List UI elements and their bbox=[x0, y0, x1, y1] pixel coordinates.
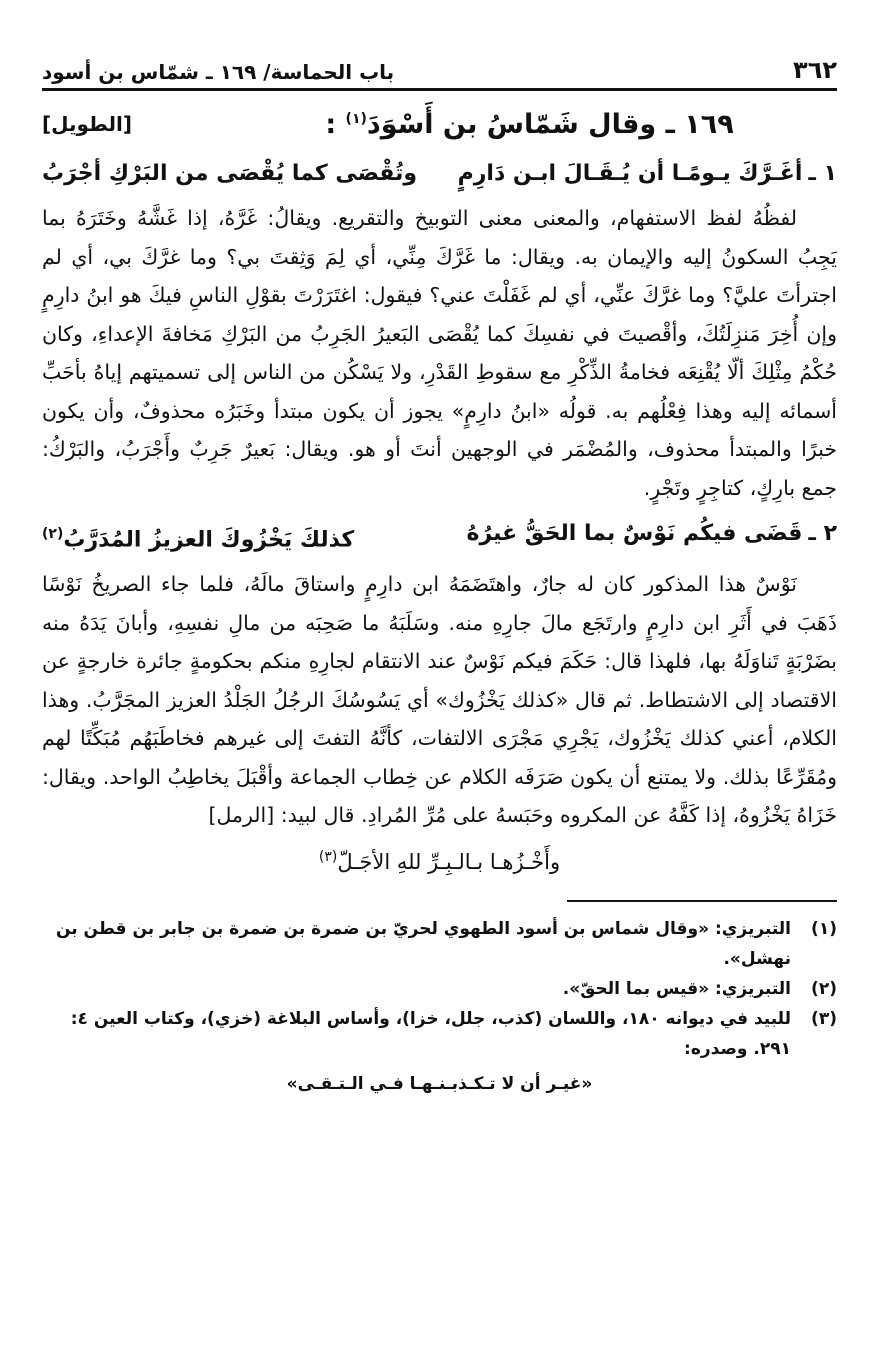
verse-2-second-text: كذلكَ يَخْزُوكَ العزيزُ المُدَرَّبُ bbox=[63, 527, 355, 553]
footnote-2-number: (٢) bbox=[811, 978, 837, 999]
poem-title-note: (١) bbox=[345, 110, 367, 127]
page-number: ٣٦٢ bbox=[793, 56, 837, 84]
section-title: باب الحماسة/ ١٦٩ ـ شمّاس بن أسود bbox=[42, 60, 395, 84]
poem-title bbox=[132, 109, 837, 140]
verse-2-number: ٢ ـ bbox=[808, 521, 837, 546]
poem-heading bbox=[42, 101, 837, 147]
footnote-1-text: التبريزي: «وقال شماس بن أسود الطهوي لحريّ بن ضمرة بن ضمرة بن جابر بن قطن بن نهشل». bbox=[55, 918, 791, 969]
verse-1 bbox=[42, 157, 837, 191]
verse-1-number: ١ ـ bbox=[808, 161, 837, 186]
commentary-verse-1: لفظُهُ لفظ الاستفهام، والمعنى معنى التوبيخ والتقريع. ويقالُ: غَرَّهُ، إذا غَشَّهُ وخَتَرَهُ بما يَجِبُ السكونُ إليه والإيمان به. ويقال: ما غَرَّكَ مِنِّي، أي لِمَ وَثِقتَ بي؟ وما غرَّكَ بي، أي لم اجترأتَ عليَّ؟ وما غرَّكَ عنِّي، أي لم غَفَلْتَ عني؟ فيقول: اغتَرَرْتَ بقوْلِ الناسِ فيكَ هو ابنُ دارِمٍ وإن أُخِرَ مَنزِلَتُكَ، وأقْصيتَ في نفسِكَ كما يُقْصَى البَعيرُ الجَرِبُ من البَرْكِ مَخافةَ الإعداءِ، وكان حُكْمُ مِثْلِكَ ألّا يُقْنِعَه فخامةُ الذِّكْرِ مع سقوطِ القَدْرِ، ولا يَسْكُن من الناس إلى تسميتهم إياهُ بأحَبِّ أسمائه إليه وهذا فِعْلُهم به. قولُه «ابنُ دارِمٍ» يجوز أن يكون مبتدأ وخَبَرُه محذوفٌ، وأن يكون خبرًا والمبتدأ محذوف، والمُضْمَر في الوجهين أنتَ أو هو. ويقال: بَعيرٌ جَرِبٌ وأَجْرَبُ، والبَرْكُ: جمع بارِكٍ، كتاجِرٍ وتَجْرٍ. bbox=[42, 206, 837, 500]
quoted-verse-text: وأَخْـزُهـا بـالـبِـرِّ للهِ الأجَـلّ bbox=[337, 849, 561, 874]
verse-2-first-hemistich bbox=[466, 517, 837, 557]
meter-label: [الطويل] bbox=[42, 112, 133, 136]
poem-title-text: ١٦٩ ـ وقال شَمّاسُ بن أَسْوَدَ bbox=[366, 108, 734, 140]
footnote-quote: «غيـر أن لا تـكـذبـنـهـا فـي الـتـقـى» bbox=[286, 1073, 593, 1094]
footnote-1 bbox=[42, 914, 837, 974]
verse-2 bbox=[42, 517, 837, 557]
verse-2-note: (٢) bbox=[42, 526, 64, 542]
poem-title-suffix: : bbox=[325, 108, 337, 140]
quoted-verse-note: (٣) bbox=[318, 848, 338, 865]
footnote-1-number: (١) bbox=[811, 918, 837, 939]
footnote-2-text: التبريزي: «قيس بما الحقّ». bbox=[562, 978, 791, 999]
commentary-verse-2: نَوْسٌ هذا المذكور كان له جارٌ، واهتَضَمَهُ ابن دارِمٍ واستاقَ مالَهُ، فلما جاء الصريخُ نَوْسًا ذَهَبَ في أَثَرِ ابن دارِمٍ وارتَجَع مالَ جارِهِ منه. وسَلَبَهُ ما صَحِبَه من مالِ نفسِهِ، وأبانَ يَدَهُ منه بضَرْبَةٍ تَناوَلَهُ بها، فلهذا قال: حَكَمَ فيكم نَوْسٌ عند الانتقام لجارِهِ منكم بحكومةٍ جائرة خارجةٍ عن الاقتصاد إلى الاشتطاط. ثم قال «كذلك يَخْزُوك» أي يَسُوسُكَ الرجُلُ الجَلْدُ العزيز المجَرَّبُ. وهذا الكلام، أعني كذلك يَخْزُوك، يَجْرِي مَجْرَى الالتفات، كأنَّهُ التفتَ إلى غيرهم فخاطَبَهُم مُبَكِّتًا لهم ومُقَرِّعًا بذلك. ولا يمتنع أن يكون صَرَفَه الكلام عن خِطاب الجماعة وأقْبَلَ يخاطِبُ الواحد. ويقال: خَزَاهُ يَخْزُوهُ، إذا كَفَّهُ عن المكروه وحَبَسهُ على مُرِّ المُرادِ. قال لبيد: [الرمل] bbox=[42, 572, 837, 828]
footnote-3-text: للبيد في ديوانه ١٨٠، واللسان (كذب، جلل، خزا)، وأساس البلاغة (خزي)، وكتاب العين ٤: ٢٩١. وصدره: bbox=[70, 1008, 791, 1059]
running-head bbox=[42, 44, 837, 84]
verse-1-second-hemistich: وتُقْصَى كما يُقْصَى من البَرْكِ أجْرَبُ bbox=[42, 161, 418, 186]
verse-2-first-text: قَضَى فيكُم نَوْسٌ بما الحَقُّ غيرُهُ bbox=[466, 521, 803, 546]
quoted-verse bbox=[42, 849, 837, 874]
verse-1-first-hemistich bbox=[458, 157, 837, 191]
verse-2-second-hemistich bbox=[42, 517, 354, 557]
footnote-rule bbox=[567, 900, 837, 902]
book-page bbox=[42, 44, 837, 1328]
footnote-3-number: (٣) bbox=[811, 1008, 837, 1029]
header-rule bbox=[42, 88, 837, 91]
verse-1-first-text: أغَـرَّكَ يـومًـا أن يُـقَـالَ ابـن دَارِمٍ bbox=[457, 161, 803, 186]
footnote-3 bbox=[42, 1004, 837, 1064]
footnote-2 bbox=[42, 974, 837, 1004]
